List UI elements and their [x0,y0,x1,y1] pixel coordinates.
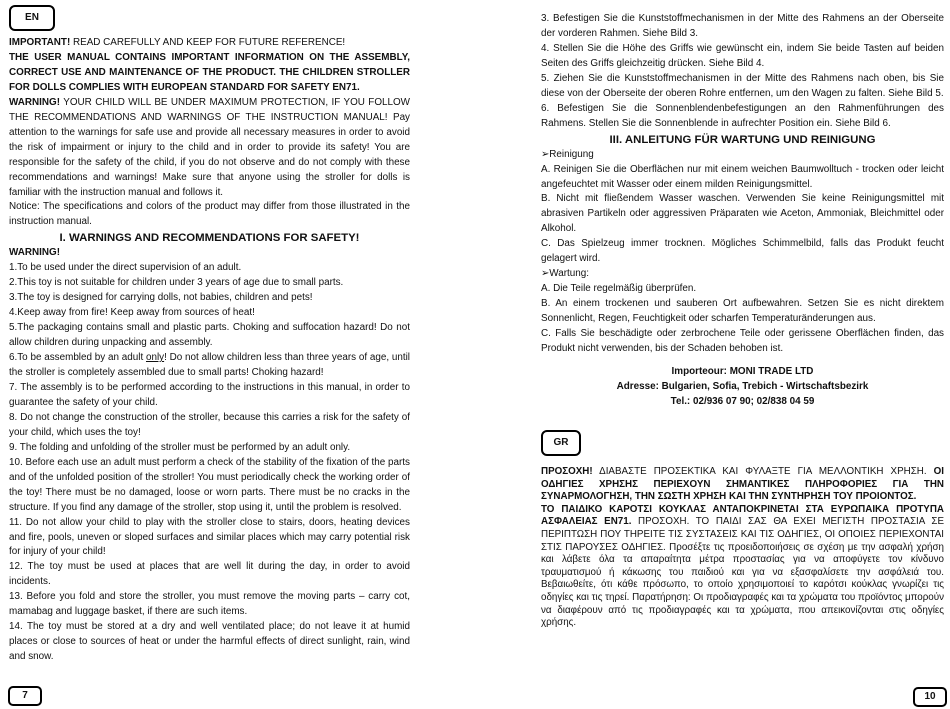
warning-label: WARNING! [9,96,61,108]
item6-post: ! Do not allow children less than three years of age, until the stroller is completely assembled due to small parts! Choking hazard! [9,352,410,379]
list-item: B. Nicht mit fließendem Wasser waschen. Verwenden Sie keine Reinigungsmittel mit abrasiven Partikeln oder aggressiven Präparaten wie Aceton, Ammoniak, Bleichmittel oder Alkohol. [541,193,944,235]
de-step: 5. Ziehen Sie die Kunststoffmechanismen in der Mitte des Rahmens nach oben, bis Sie diese von der Oberseite der oberen Rohre entfernen, um den Wagen zu falten. Siehe Bild 5. [541,72,944,99]
list-item: A. Reinigen Sie die Oberflächen nur mit einem weichen Baumwolltuch - trocken oder leicht angefeuchtet mit Wasser oder einem milden Reinigungsmittel. [541,163,944,190]
list-item: B. An einem trockenen und sauberen Ort aufbewahren. Setzen Sie es nicht direktem Sonnenlicht, Regen, Feuchtigkeit oder scharfen Temperaturänderungen aus. [541,298,944,325]
list-item: 14. The toy must be stored at a dry and well ventilated place; do not leave it at humid places or close to sources of heat or under the harmful effects of direct sunlight, rain, wind and snow. [9,621,410,663]
list-item: 9. The folding and unfolding of the stroller must be performed by an adult only. [9,441,351,453]
spec-notice: Notice: The specifications and colors of the product may differ from those illustrated in the instruction manual. [9,201,410,228]
gr-warning-text: ΠΡΟΣΟΧΗ. ΤΟ ΠΑΙΔΙ ΣΑΣ ΘΑ ΕΧΕΙ ΜΕΓΙΣΤΗ ΠΡΟΣΤΑΣΙΑ ΣΕ ΠΕΡΙΠΤΩΣΗ ΠΟΥ ΤΗΡΕΙΤΕ ΤΙΣ ΣΥΣΤΑΣΕΙΣ ΚΑΙ ΤΙΣ ΟΔΗΓΙΕΣ, ΟΙ ΟΠΟΙΕΣ ΠΕΡΙΕΧΟΝΤΑΙ ΣΤΙΣ ΠΑΡΟΥΣΕΣ ΟΔΗΓΙΕΣ. Προσέξτε τις προειδοποιήσεις σε σχέση με την ασφαλή χρήση και λάβετε όλα τα απαραίτητα μέτρα προστασίας για να αποφύγετε τον κίνδυνο τραυματισμού ή κάκωσης του παιδιού και για να εξασφαλίσετε την ασφάλειά του. Βεβαιωθείτε, ότι κάθε πρόσωπο, το οποίο χρησιμοποιεί το καρότσι κούκλας γνωρίζει τις οδηγίες και τις τηρεί. Παρατήρηση: Οι προδιαγραφές και τα χρώματα του προϊόντος μπορούν να διαφέρουν από τις προδιαγραφές και τα χρώματα, που απεικονίζονται στις οδηγίες χρήσης. [541,516,944,629]
item6-underlined: only [145,352,165,364]
language-tag-label: EN [25,12,39,23]
page-number-label: 10 [924,691,936,702]
warning-heading: WARNING! [9,247,61,259]
list-item [9,351,410,381]
list-item: 1.To be used under the direct supervision of an adult. [9,262,242,274]
important-label: IMPORTANT! [9,37,71,48]
list-item: C. Das Spielzeug immer trocknen. Mögliches Schimmelbild, falls das Produkt feucht gelagert wird. [541,238,944,265]
left-page [0,0,420,709]
right-content-gr [541,466,944,630]
list-item: 3.The toy is designed for carrying dolls, not babies, children and pets! [9,292,313,304]
warning-text: YOUR CHILD WILL BE UNDER MAXIMUM PROTECTION, IF YOU FOLLOW THE RECOMMENDATIONS AND WARNINGS OF THE INSTRUCTION MANUAL! Pay attention to the warnings for safe use and provide all necessary measures in order to avoid the risk of impairment or injury to the child and in order to provide its safety! You are responsible for the safety of the child, if you do not observe and do not comply with these recommendations and warnings! Make sure that anyone using the stroller for dolls is familiar with the instruction manual and follows it. [9,96,410,198]
list-item: 12. The toy must be used at places that are well lit during the day, in order to avoid incidents. [9,561,410,588]
list-item: 4.Keep away from fire! Keep away from sources of heat! [9,307,255,319]
maintenance-heading: ➢Wartung: [541,268,589,280]
de-step: 3. Befestigen Sie die Kunststoffmechanismen in der Mitte des Rahmens an der Oberseite der vorderen Rahmen. Siehe Bild 3. [541,13,944,39]
gr-manual-notice: ΟΙ ΟΔΗΓΙΕΣ ΧΡΗΣΗΣ ΠΕΡΙΕΧΟΥΝ ΣΗΜΑΝΤΙΚΕΣ ΠΛΗΡΟΦΟΡΙΕΣ ΓΙΑ ΤΗΝ ΣΥΝΑΡΜΟΛΟΓΗΣΗ, ΤΗΝ ΣΩΣΤΗ ΧΡΗΣΗ ΚΑΙ ΤΗΝ ΣΥΝΤΗΡΗΣΗ ΤΟΥ ΠΡΟΙΟΝΤΟΣ. [541,466,944,503]
manual-notice: THE USER MANUAL CONTAINS IMPORTANT INFORMATION ON THE ASSEMBLY, CORRECT USE AND MAINTENANCE OF THE PRODUCT. THE CHILDREN STROLLER FOR DOLLS COMPLIES WITH EUROPEAN STANDARD FOR SAFETY EN71. [9,51,410,93]
list-item: A. Die Teile regelmäßig überprüfen. [541,283,697,295]
gr-standard-notice: ΤΟ ΠΑΙΔΙΚΟ ΚΑΡΟΤΣΙ ΚΟΥΚΛΑΣ ΑΝΤΑΠΟΚΡΙΝΕΤΑΙ ΣΤΑ ΕΥΡΩΠΑΙΚΑ ΠΡΟΤΥΠΑ ΑΣΦΑΛΕΙΑΣ ΕΝ71. [541,503,944,528]
language-tag-en [9,5,55,31]
right-page [541,0,950,709]
important-text: READ CAREFULLY AND KEEP FOR FUTURE REFERENCE! [70,37,346,48]
de-step: 6. Befestigen Sie die Sonnenblendenbefestigungen an den Rahmenführungen des Rahmens. Stellen Sie die Sonnenblende in aufrechter Position ein. Siehe Bild 6. [541,102,944,129]
list-item: C. Falls Sie beschädigte oder zerbrochene Teile oder gerissene Oberflächen finden, das Produkt nicht verwenden, bis der Schaden behoben ist. [541,328,944,355]
list-item: 5.The packaging contains small and plastic parts. Choking and suffocation hazard! Do not allow children during unpacking and assembly. [9,322,410,349]
page-number-right [913,687,947,707]
list-item: 8. Do not change the construction of the stroller, because this carries a risk for the safety of your child, which uses the toy! [9,411,410,438]
list-item: 10. Before each use an adult must perform a check of the stability of the fixation of the parts and of the unfolded position of the stroller! You must periodically check the working order of the toy! There must be no damaged, loose or worn parts. There must be no cracks in the structure. If you find any damage of the stroller, stop using it, until the problem is resolved. [9,456,410,513]
cleaning-heading: ➢Reinigung [541,148,594,160]
list-item: 2.This toy is not suitable for children under 3 years of age due to small parts. [9,277,344,289]
important-notice [9,36,410,51]
gr-paragraph-2 [541,504,944,630]
de-step: 4. Stellen Sie die Höhe des Griffs wie gewünscht ein, indem Sie beide Tasten auf beiden Seiten des Griffs gleichzeitig drücken. Siehe Bild 4. [541,42,944,69]
gr-attention-text: ΔΙΑΒΑΣΤΕ ΠΡΟΣΕΚΤΙΚΑ ΚΑΙ ΦΥΛΑΞΤΕ ΓΙΑ ΜΕΛΛΟΝΤΙΚΗ ΧΡΗΣΗ. [592,466,934,477]
left-content [9,36,410,665]
list-item: 7. The assembly is to be performed according to the instructions in this manual, in order to guarantee the safety of your child. [9,381,410,408]
item6-pre: 6.To be assembled by an adult [9,352,146,364]
list-item: 11. Do not allow your child to play with the stroller close to stairs, doors, heating devices and fire, pools, uneven or sloped surfaces and similar places which may carry potential risk for injury of your child! [9,516,410,558]
language-tag-label: GR [553,437,569,448]
importer-address: Adresse: Bulgarien, Sofia, Trebich - Wirtschaftsbezirk [616,380,869,392]
language-tag-gr [541,430,581,456]
gr-paragraph-1 [541,466,944,504]
importer-name: Importeour: MONI TRADE LTD [671,365,814,377]
page-number-label: 7 [22,690,28,701]
gr-attention-label: ΠΡΟΣΟΧΗ! [541,466,593,477]
page-number-left [8,686,42,706]
importer-phone: Tel.: 02/936 07 90; 02/838 04 59 [670,395,815,407]
right-content-de [541,12,944,410]
section-title-warnings: I. WARNINGS AND RECOMMENDATIONS FOR SAFETY! [59,232,360,245]
section-title-maintenance: III. ANLEITUNG FÜR WARTUNG UND REINIGUNG [609,133,876,146]
list-item: 13. Before you fold and store the stroller, you must remove the moving parts – carry cot, mamabag and luggage basket, if there are such items. [9,591,410,618]
warning-paragraph [9,96,410,201]
